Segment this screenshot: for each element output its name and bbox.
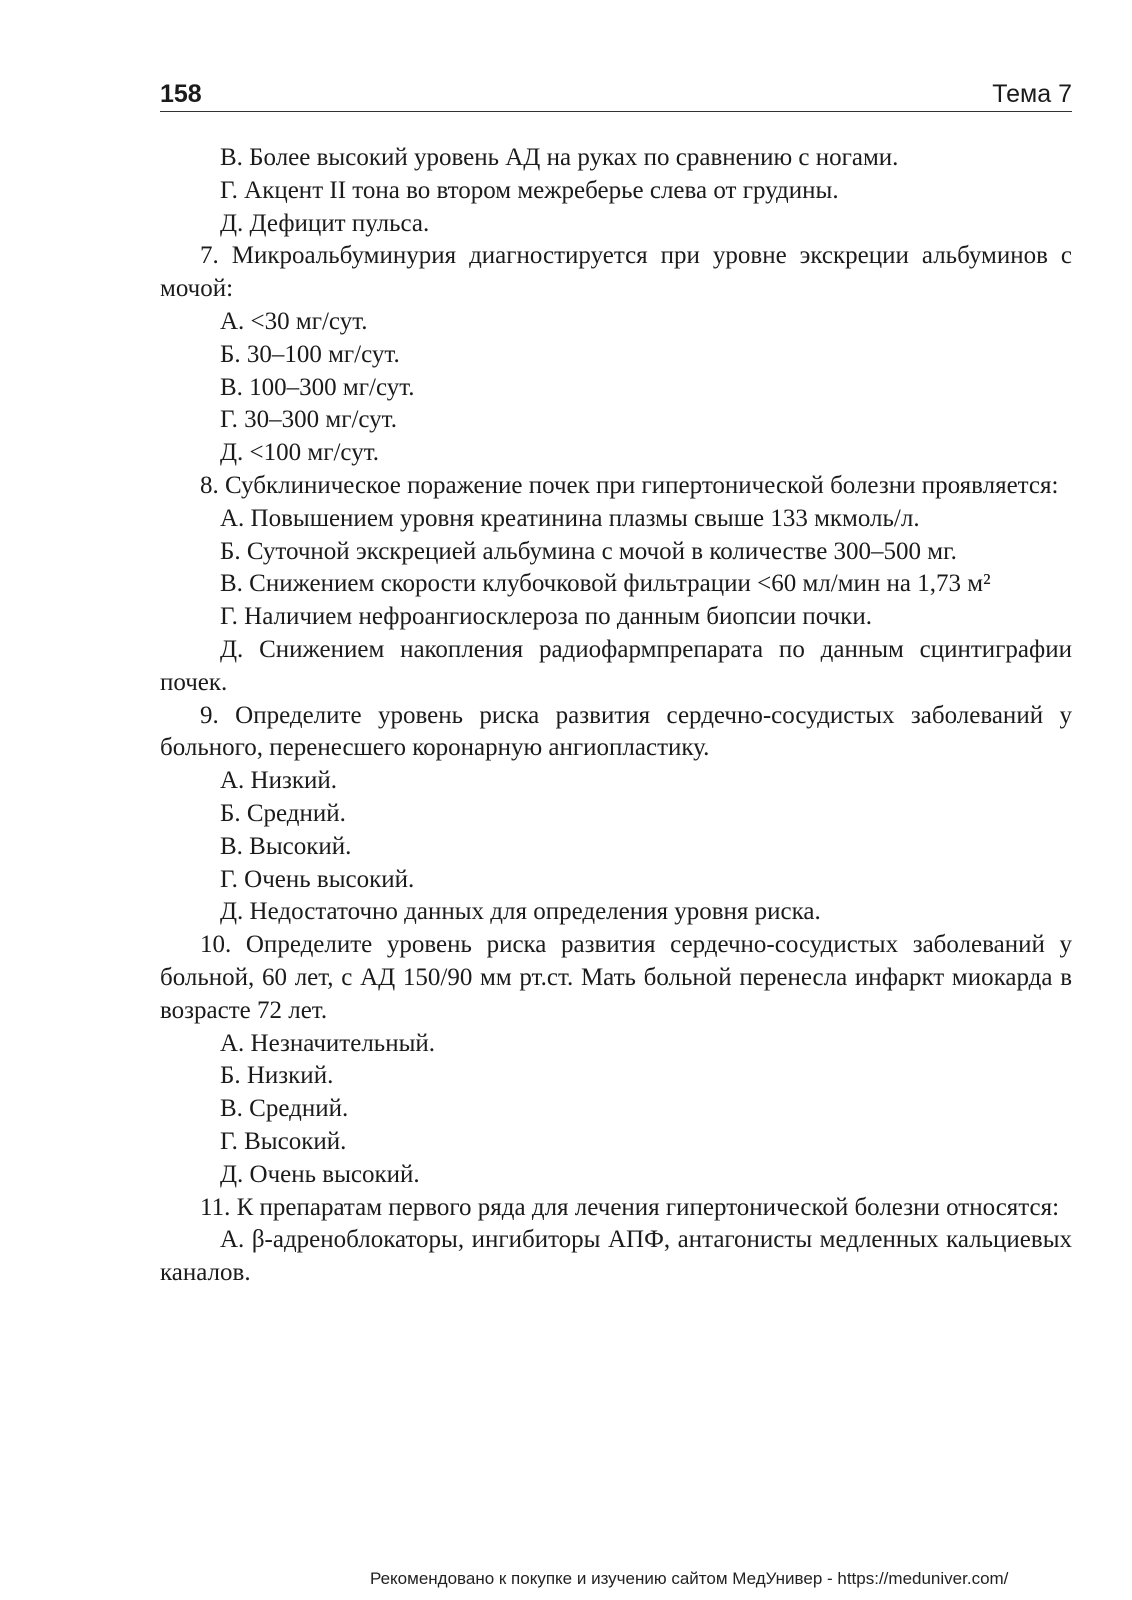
answer-option: Б. Суточной экскрецией альбумина с мочой в количестве 300–500 мг.: [220, 537, 957, 565]
answer-option: Б. Низкий.: [220, 1062, 334, 1090]
answer-option: А. Незначительный.: [220, 1029, 436, 1057]
question-7: 7. Микроальбуминурия диагностируется при уровне экскреции альбуминов с мочой:: [160, 242, 1072, 303]
topic-title: Тема 7: [992, 80, 1072, 108]
answer-option: Г. Акцент II тона во втором межреберье слева от грудины.: [220, 176, 839, 204]
footer-note: Рекомендовано к покупке и изучению сайтом МедУнивер - https://meduniver.com/: [370, 1569, 1009, 1588]
answer-option: Д. Очень высокий.: [220, 1160, 420, 1188]
answer-option: А. β-адреноблокаторы, ингибиторы АПФ, антагонисты медленных кальциевых каналов.: [160, 1226, 1072, 1287]
page-number: 158: [160, 80, 202, 108]
answer-option: В. Снижением скорости клубочковой фильтрации <60 мл/мин на 1,73 м²: [220, 570, 991, 598]
question-8: 8. Субклиническое поражение почек при гипертонической болезни проявляется:: [200, 471, 1059, 499]
answer-option: Б. Средний.: [220, 799, 346, 827]
answer-option: Д. Снижением накопления радиофармпрепарата по данным сцинтиграфии почек.: [160, 635, 1072, 696]
answer-option: Д. Недостаточно данных для определения уровня риска.: [220, 898, 821, 926]
answer-option: А. Повышением уровня креатинина плазмы свыше 133 мкмоль/л.: [220, 504, 920, 532]
answer-option: Г. 30–300 мг/сут.: [220, 406, 397, 434]
question-11: 11. К препаратам первого ряда для лечения гипертонической болезни относятся:: [200, 1193, 1060, 1221]
answer-option: В. Средний.: [220, 1095, 349, 1123]
answer-option: А. Низкий.: [220, 767, 338, 795]
answer-option: А. <30 мг/сут.: [220, 307, 368, 335]
answer-option: Г. Очень высокий.: [220, 865, 415, 893]
answer-option: Д. Дефицит пульса.: [220, 209, 430, 237]
answer-option: В. Высокий.: [220, 832, 352, 860]
page-header: [160, 78, 1072, 112]
question-9: 9. Определите уровень риска развития сердечно-сосудистых заболеваний у больного, перенесшего коронарную ангиопластику.: [160, 701, 1072, 762]
answer-option: Б. 30–100 мг/сут.: [220, 340, 400, 368]
answer-option: Г. Высокий.: [220, 1127, 347, 1155]
answer-option: Д. <100 мг/сут.: [220, 439, 379, 467]
answer-option: В. 100–300 мг/сут.: [220, 373, 415, 401]
page-body: [160, 142, 1072, 1290]
answer-option: В. Более высокий уровень АД на руках по сравнению с ногами.: [220, 144, 899, 171]
header-rule: [160, 111, 1072, 112]
question-10: 10. Определите уровень риска развития сердечно-сосудистых заболеваний у больной, 60 лет, с АД 150/90 мм рт.ст. Мать больной перенесла инфаркт миокарда в возрасте 72 лет.: [160, 931, 1072, 1024]
answer-option: Г. Наличием нефроангиосклероза по данным биопсии почки.: [220, 603, 872, 631]
